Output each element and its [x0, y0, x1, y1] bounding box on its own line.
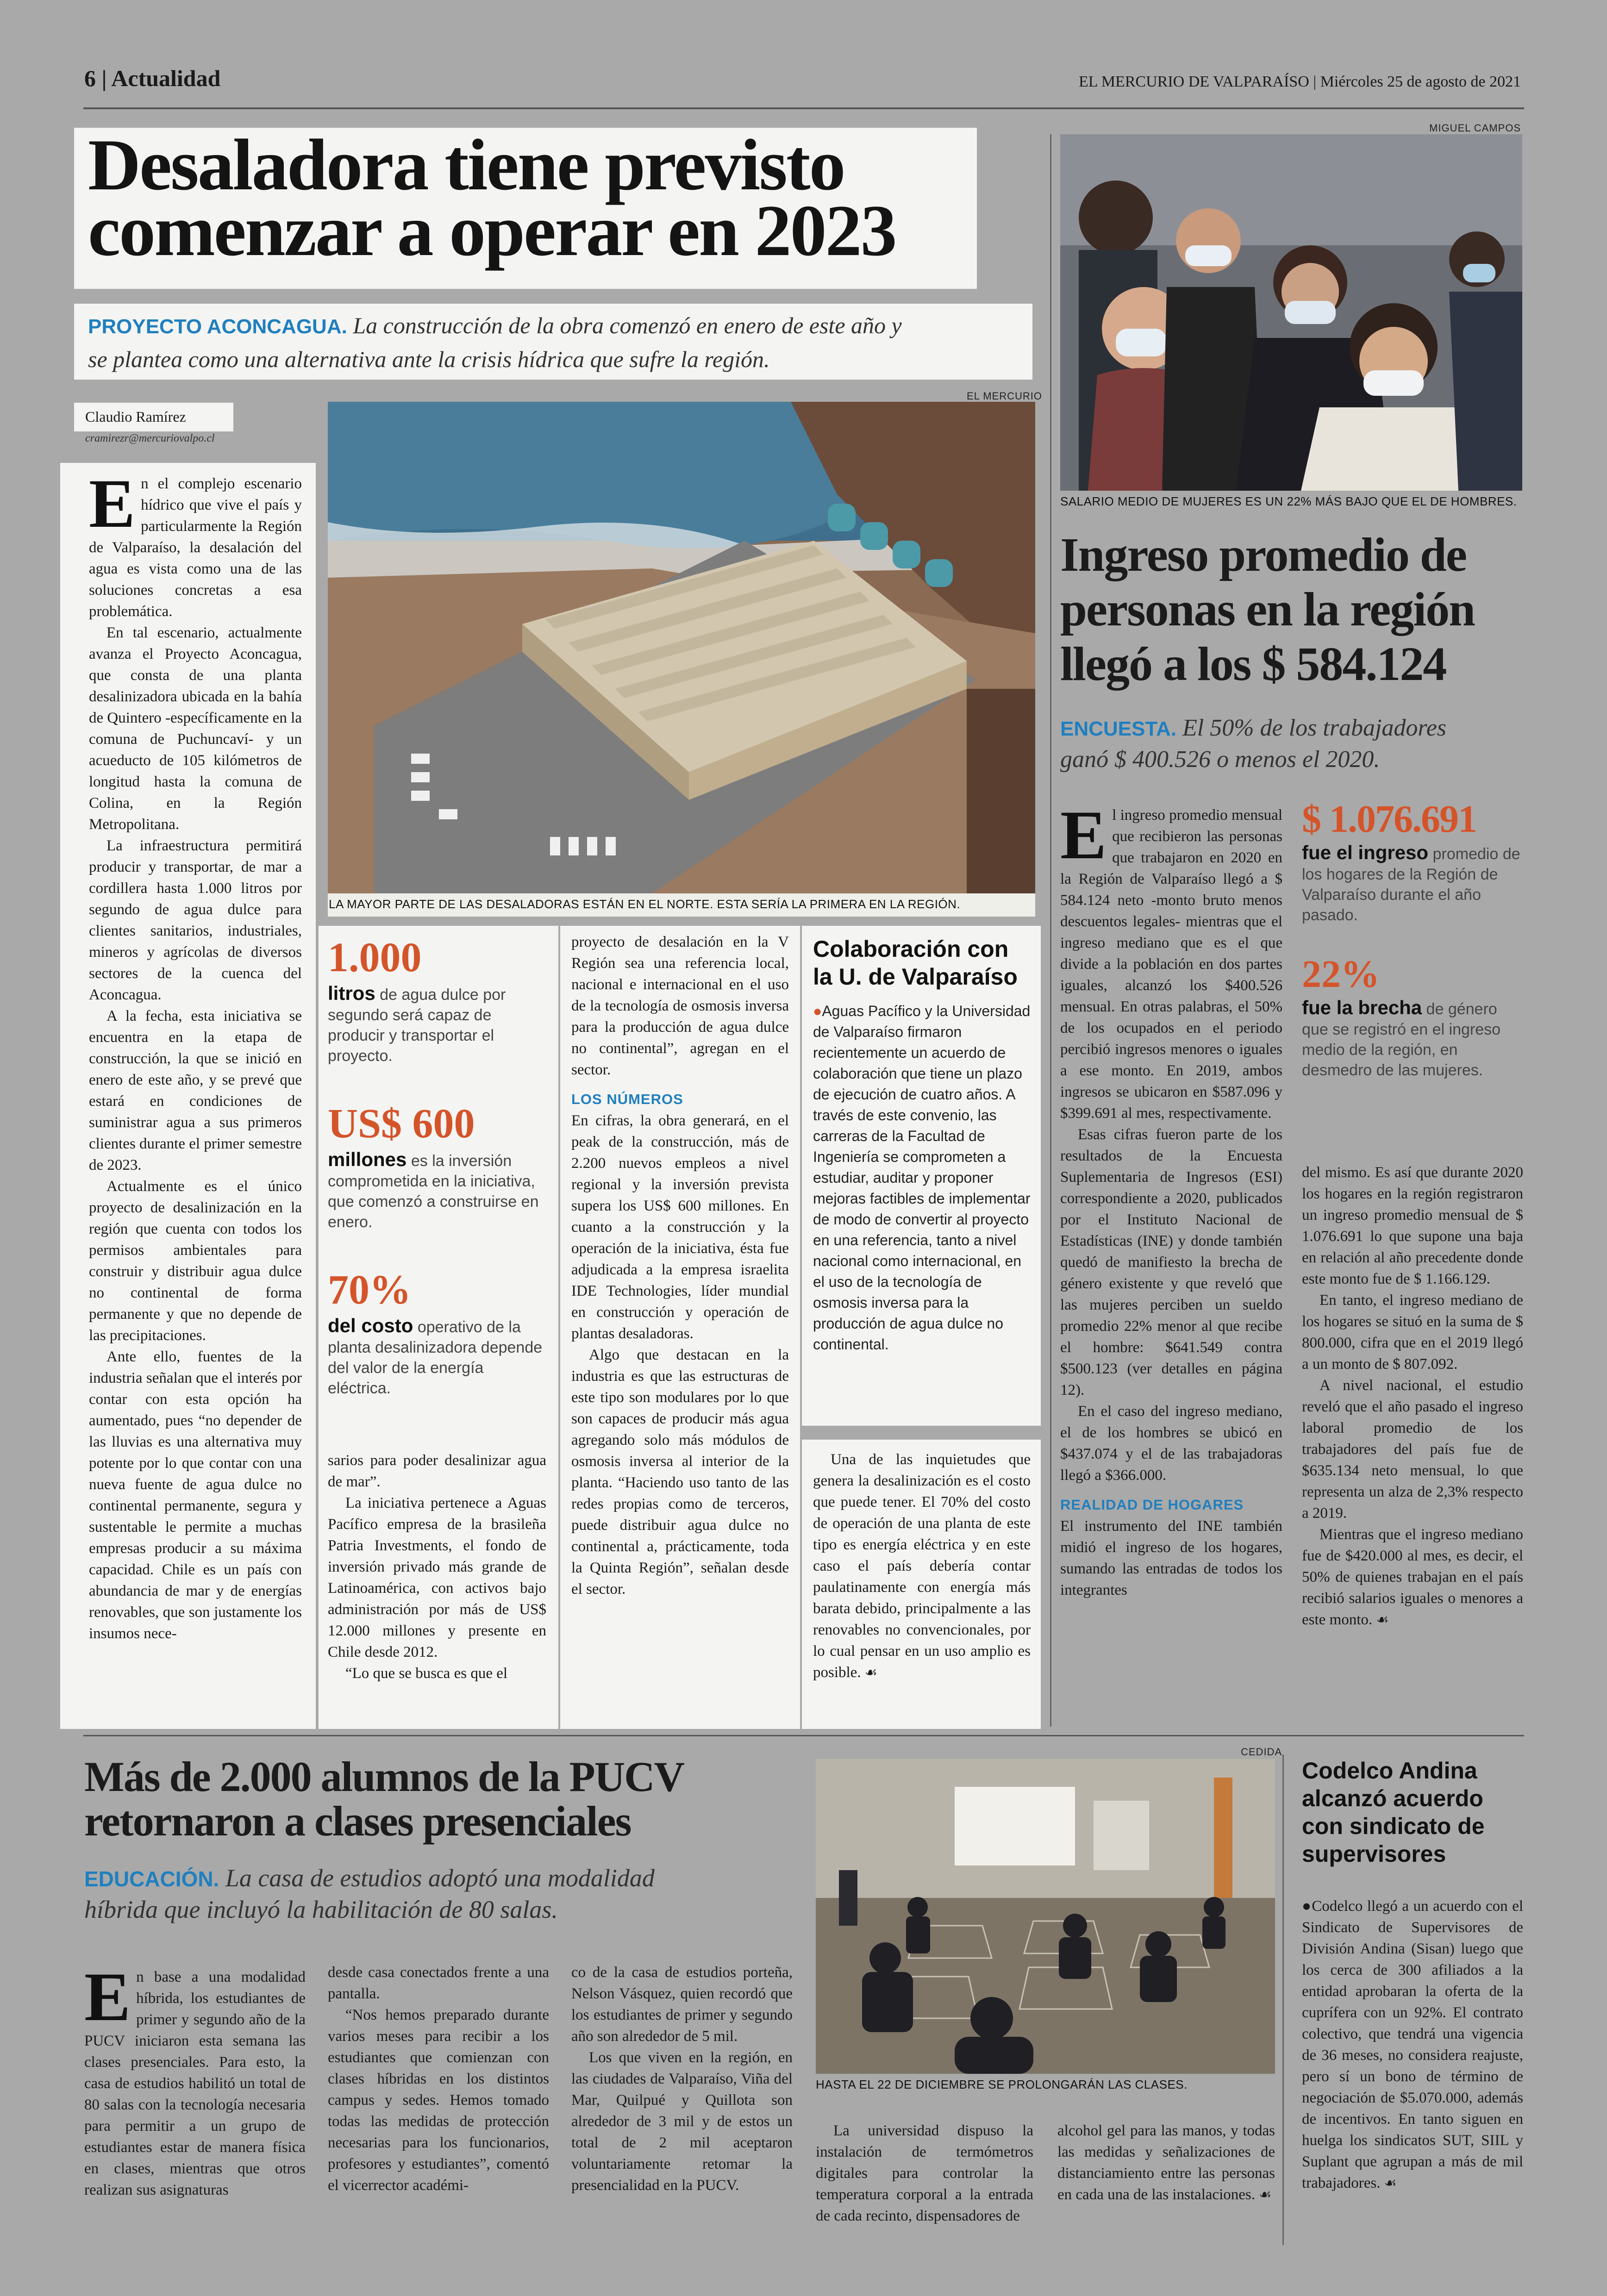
- main-col2-p3: “Lo que se busca es que el: [345, 1665, 508, 1682]
- main-col1-p1: n el complejo escenario hídrico que vive el país y particularmente la Región de Valparaíso, la desalación del agua es vista como una de las soluciones concretas a esa problemática.: [89, 475, 302, 620]
- income-col2-p4-wrap: [1302, 1524, 1523, 1631]
- main-photo-caption: [328, 893, 1035, 917]
- main-col3-subhead: LOS NÚMEROS: [571, 1091, 683, 1107]
- fact-3-text: operativo de la planta desalinizadora depende del valor de la energía eléctrica.: [328, 1318, 543, 1397]
- pucv-col1-p1: n base a una modalidad híbrida, los estudiantes de primer y segundo año de la PUCV iniciaron esta semana las clases presenciales. Para esto, la casa de estudios habilitó un total de 80 salas con la tecnología necesaria para permitir a un grupo de estudiantes estar de manera física en clases, mientras que otros realizan sus asignaturas: [84, 1969, 306, 2198]
- fact-2: [328, 1098, 546, 1232]
- income-end-mark-icon: ☙: [1376, 1612, 1389, 1628]
- income-fact-2-lead: fue la brecha: [1302, 997, 1422, 1018]
- income-headline-line-3: llegó a los $ 584.124: [1060, 637, 1446, 691]
- byline: [74, 403, 233, 431]
- income-deck: [1060, 713, 1523, 775]
- income-deck-line-1: El 50% de los trabajadores: [1182, 715, 1447, 741]
- pucv-photo-caption-text: HASTA EL 22 DE DICIEMBRE SE PROLONGARÁN LAS CLASES.: [816, 2078, 1188, 2091]
- pucv-deck: [84, 1863, 816, 1925]
- income-fact-2-text: de género que se registró en el ingreso medio de la región, en desmedro de las mujeres.: [1302, 1000, 1501, 1079]
- income-col1-p1: l ingreso promedio mensual que recibieron las personas que trabajaron en 2020 en la Región de Valparaíso llegó a $ 584.124 neto -monto bruto menos descuentos legales- mientras que el ingreso mediano que es el que divide a la población en dos partes iguales, alcanzó los $400.526 mensual. En otras palabras, el 50% de los ocupados en el periodo percibió ingresos menores o iguales a ese monto. En 2019, ambos ingresos se ubicaron en $587.096 y $399.691 al mes, respectivamente.: [1060, 807, 1282, 1122]
- main-photo-caption-text: LA MAYOR PARTE DE LAS DESALADORAS ESTÁN EN EL NORTE. ESTA SERÍA LA PRIMERA EN LA REGIÓN.: [329, 897, 961, 911]
- fact-2-lead: millones: [328, 1148, 407, 1170]
- main-deck-line-2: se plantea como una alternativa ante la crisis hídrica que sufre la región.: [88, 346, 770, 372]
- fact-1-lead: litros: [328, 982, 375, 1004]
- income-col2-p1: del mismo. Es así que durante 2020 los hogares en la región registraron un ingreso promedio mensual de $ 1.076.691 lo que supone una baja en relación al año precedente donde este monto fue de $ 1.166.129.: [1302, 1164, 1523, 1287]
- issue-date: Miércoles 25 de agosto de 2021: [1320, 73, 1521, 90]
- main-headline-line-2: comenzar a operar en 2023: [88, 190, 896, 271]
- income-photo-caption-text: SALARIO MEDIO DE MUJERES ES UN 22% MÁS BAJO QUE EL DE HOMBRES.: [1060, 494, 1517, 508]
- main-deck: [74, 304, 1032, 380]
- collaboration-text: Aguas Pacífico y la Universidad de Valparaíso firmaron recientemente un acuerdo de colaboración que tiene un plazo de ejecución de cuatro años. A través de este convenio, las carreras de la Facultad de Ingeniería se comprometen a estudiar, auditar y proponer mejoras factibles de implementar de modo de convertir al proyecto en una referencia, tanto a nivel nacional como internacional, en el uso de la tecnología de osmosis inversa para la producción de agua dulce no continental.: [813, 1003, 1031, 1353]
- income-fact-1-lead: fue el ingreso: [1302, 842, 1429, 863]
- income-col1-subhead: REALIDAD DE HOGARES: [1060, 1497, 1244, 1513]
- main-col4-p1: [813, 1449, 1031, 1684]
- collaboration-title-line-1: Colaboración con: [813, 936, 1009, 962]
- pucv-headline: [84, 1754, 825, 1843]
- pucv-deck-line-1: La casa de estudios adoptó una modalidad: [225, 1864, 655, 1892]
- pucv-col5-p1: alcohol gel para las manos, y todas las medidas y señalizaciones de distanciamiento entre las personas en cada una de las instalaciones.: [1057, 2122, 1275, 2203]
- main-col3-p2: En cifras, la obra generará, en el peak de la construcción, más de 2.200 nuevos empleos a nivel regional y la inversión prevista supera los US$ 600 millones. En cuanto a la construcción y la operación de la iniciativa, ésta fue adjudicada a la empresa israelita IDE Technologies, líder mundial en construcción y operación de plantas desaladoras.: [571, 1112, 789, 1342]
- main-col1-p6: Ante ello, fuentes de la industria señalan que el interés por contar con esta opción ha aumentado, pues “no depender de las lluvias es una alternativa muy potente por lo que contar con una nueva fuente de agua dulce no continental permanente, segura y sustentable le permite a muchas empresas producir a su máxima capacidad. Chile es un país con abundancia de mar y de energías renovables, que son justamente los insumos nece-: [89, 1348, 302, 1642]
- pucv-drop-cap: E: [84, 1959, 131, 2035]
- classroom-image: [816, 1759, 1275, 2074]
- collaboration-bullet-icon: ●: [813, 1003, 822, 1019]
- column-divider-right: [1050, 134, 1051, 1727]
- main-col1-p4: A la fecha, esta iniciativa se encuentra en la etapa de construcción, la que se inició en enero de este año, y se prevé que estará en condiciones de suministrar agua a sus primeros clientes durante el primer semestre de 2023.: [89, 1008, 302, 1173]
- main-column-4: [802, 1440, 1041, 1729]
- main-kicker: PROYECTO ACONCAGUA.: [88, 315, 347, 338]
- codelco-headline-line-3: con sindicato de: [1302, 1813, 1485, 1839]
- income-facts: [1302, 796, 1523, 1080]
- main-facts-box: [319, 926, 558, 1444]
- collaboration-text-block: [813, 1001, 1032, 1355]
- income-headline-line-2: personas en la región: [1060, 583, 1475, 636]
- women-masks-photo: [1060, 134, 1522, 491]
- codelco-headline: [1302, 1757, 1524, 1868]
- newspaper-name: EL MERCURIO DE VALPARAÍSO: [1078, 73, 1309, 90]
- income-col1-p3: En el caso del ingreso mediano, el de los hombres se ubicó en $437.074 y el de las trabajadoras llegó a $366.000.: [1060, 1403, 1282, 1484]
- income-column-1: [1060, 797, 1282, 1726]
- end-mark-icon: ☙: [864, 1665, 877, 1681]
- main-headline: [74, 125, 977, 289]
- pucv-end-mark-icon: ☙: [1259, 2187, 1272, 2203]
- main-column-2: [319, 1444, 558, 1729]
- masthead-separator: |: [1313, 73, 1320, 90]
- fact-1-text: de agua dulce por segundo será capaz de producir y transportar el proyecto.: [328, 986, 506, 1065]
- codelco-end-mark-icon: ☙: [1384, 2175, 1397, 2191]
- income-fact-1-number: $ 1.076.691: [1302, 798, 1476, 841]
- codelco-headline-line-2: alcanzó acuerdo: [1302, 1785, 1483, 1811]
- desalination-plant-photo: [328, 402, 1035, 893]
- income-headline: [1060, 528, 1523, 692]
- main-drop-cap: E: [89, 465, 136, 542]
- income-photo-credit: MIGUEL CAMPOS: [1429, 122, 1521, 134]
- pucv-column-4: [816, 2120, 1033, 2227]
- main-col2-p1: sarios para poder desalinizar agua de mar”.: [328, 1452, 546, 1490]
- fact-3-number: 70%: [328, 1267, 411, 1313]
- pucv-photo-credit: CEDIDA: [1241, 1746, 1282, 1758]
- pucv-headline-line-2: retornaron a clases presenciales: [84, 1797, 631, 1845]
- main-col1-p3: La infraestructura permitirá producir y transportar, de mar a cordillera hasta 1.000 litros por segundo de agua dulce para clientes sanitarios, industriales, mineros y agrícolas de diversos sectores de la cuenca del Aconcagua.: [89, 837, 302, 1003]
- income-fact-1-text: promedio de los hogares de la Región de Valparaíso durante el año pasado.: [1302, 845, 1520, 924]
- pucv-column-3: [571, 1962, 793, 2226]
- main-col2-p2: La iniciativa pertenece a Aguas Pacífico empresa de la brasileña Patria Investments, el fondo de inversión privado más grande de Latinoamérica, con activos bajo administración por más de US$ 12.000 millones y presente en Chile desde 2012.: [328, 1495, 546, 1660]
- codelco-headline-line-4: supervisores: [1302, 1841, 1446, 1867]
- pucv-column-1: [84, 1959, 306, 2226]
- income-drop-cap: E: [1060, 797, 1107, 873]
- pucv-column-5: [1057, 2120, 1275, 2227]
- pucv-deck-line-2: híbrida que incluyó la habilitación de 80 salas.: [84, 1896, 558, 1923]
- collaboration-box: [802, 926, 1041, 1426]
- codelco-headline-line-1: Codelco Andina: [1302, 1758, 1477, 1784]
- main-photo-credit: EL MERCURIO: [967, 390, 1042, 402]
- income-column-2: [1302, 1162, 1523, 1727]
- pucv-col4-p1: La universidad dispuso la instalación de termómetros digitales para controlar la temperatura corporal a la entrada de cada recinto, dispensadores de: [816, 2122, 1033, 2224]
- pucv-col3-p1: co de la casa de estudios porteña, Nelson Vásquez, quien recordó que los estudiantes de primer y segundo año son alrededor de 5 mil.: [571, 1964, 793, 2045]
- section-divider: [83, 1735, 1524, 1736]
- codelco-text: Codelco llegó a un acuerdo con el Sindicato de Supervisores de División Andina (Sisan) luego que los cerca de 300 afiliados a la entidad aprobaran la oferta de la cuprífera con un 92%. El contrato colectivo, que tendrá una vigencia de 36 meses, no considera reajuste, pero sí un bono de término de negociación de $5.070.000, además de incentivos. En tanto siguen en huelga los sindicatos SUT, SIIL y Suplant que agrupan a más de mil trabajadores.: [1302, 1898, 1523, 2191]
- income-headline-line-1: Ingreso promedio de: [1060, 528, 1466, 581]
- fact-2-number: US$ 600: [328, 1101, 475, 1147]
- aerial-plant-image: [328, 402, 1035, 893]
- main-col1-p2: En tal escenario, actualmente avanza el Proyecto Aconcagua, que consta de una planta desalinizadora ubicada en la bahía de Quintero -específicamente en la comuna de Puchuncaví- y un acueducto de 105 kilómetros de longitud hasta la comuna de Colina, en la Región Metropolitana.: [89, 624, 302, 833]
- author-name: Claudio Ramírez: [85, 408, 186, 425]
- fact-2-text: es la inversión comprometida en la iniciativa, que comenzó a construirse en enero.: [328, 1152, 539, 1231]
- income-col2-p2: En tanto, el ingreso mediano de los hogares se situó en la suma de $ 800.000, cifra que en el 2019 llegó a un monto de $ 807.092.: [1302, 1292, 1523, 1373]
- pucv-photo-caption: [816, 2078, 1275, 2092]
- classroom-photo: [816, 1759, 1275, 2074]
- income-kicker: ENCUESTA.: [1060, 718, 1176, 740]
- pucv-col3-p2: Los que viven en la región, en las ciudades de Valparaíso, Viña del Mar, Quilpué y Quillota son alrededor de 3 mil y de estos un total de 2 mil aceptaron voluntariamente retomar la presencialidad en la PUCV.: [571, 2049, 793, 2194]
- author-email: cramirezr@mercuriovalpo.cl: [85, 432, 215, 444]
- main-column-1: [60, 463, 316, 1729]
- income-deck-line-2: ganó $ 400.526 o menos el 2020.: [1060, 746, 1380, 773]
- income-col2-p3: A nivel nacional, el estudio reveló que el año pasado el ingreso laboral promedio de los trabajadores del país fue de $635.134 neto mensual, lo que representa un alza de 2,3% respecto a 2019.: [1302, 1377, 1523, 1522]
- income-photo-caption: [1060, 494, 1522, 509]
- income-fact-2: [1302, 951, 1523, 1080]
- main-headline-line-1: Desaladora tiene previsto: [88, 125, 844, 206]
- main-deck-line-1: La construcción de la obra comenzó en enero de este año y: [353, 312, 902, 338]
- income-col2-p4: Mientras que el ingreso mediano fue de $420.000 al mes, es decir, el 50% de quienes trabajan en el país recibió salarios iguales o menores a este monto.: [1302, 1526, 1523, 1628]
- income-col1-p2: Esas cifras fueron parte de los resultados de la Encuesta Suplementaria de Ingresos (ESI) correspondiente a 2020, publicados por el Instituto Nacional de Estadísticas (INE) y donde también quedó de manifiesto la brecha de género existente y que reveló que las mujeres perciben un sueldo promedio 22% menor al que recibe el hombre: $641.549 contra $500.123 (ver detalles en página 12).: [1060, 1126, 1282, 1398]
- crowd-image: [1060, 134, 1522, 491]
- main-col3-p1: proyecto de desalación en la V Región sea una referencia local, nacional e internacional en el uso de la tecnología de osmosis inversa para la producción de agua dulce no continental”, agregan en el sector.: [571, 934, 789, 1078]
- pucv-column-2: [328, 1962, 549, 2226]
- column-divider-codelco: [1282, 1754, 1284, 2245]
- main-col4-p1-text: Una de las inquietudes que genera la desalinización es el costo que puede tener. El 70% del costo de operación de una planta de este tipo es energía eléctrica y en este caso el país debería contar paulatinamente con energía más barata debido, principalmente a las renovables no convencionales, por lo cual pensar en un uso amplio es posible.: [813, 1451, 1031, 1681]
- pucv-headline-line-1: Más de 2.000 alumnos de la PUCV: [84, 1753, 684, 1800]
- page-folio: [84, 65, 220, 92]
- main-col1-p5: Actualmente es el único proyecto de desalinización en la región que cuenta con todos los permisos ambientales para construir y distribuir agua dulce no continental de forma permanente y que no depende de las precipitaciones.: [89, 1178, 302, 1344]
- codelco-bullet-icon: ●: [1302, 1898, 1312, 1915]
- pucv-col2-p1: desde casa conectados frente a una pantalla.: [328, 1964, 549, 2002]
- main-column-3: [560, 926, 800, 1729]
- header-rule: [83, 107, 1524, 109]
- income-fact-2-number: 22%: [1302, 953, 1380, 996]
- income-col1-p4: El instrumento del INE también midió el ingreso de los hogares, sumando las entradas de todos los integrantes: [1060, 1518, 1282, 1598]
- fact-3-lead: del costo: [328, 1315, 413, 1336]
- income-fact-1: [1302, 796, 1523, 925]
- fact-3: [328, 1265, 546, 1398]
- fact-1-number: 1.000: [328, 935, 422, 980]
- section-name: Actualidad: [111, 65, 221, 91]
- fact-1: [328, 932, 546, 1066]
- pucv-col2-p2: “Nos hemos preparado durante varios meses para recibir a los estudiantes que comienzan con clases híbridas en los distintos campus y sedes. Hemos tomado todas las medidas de protección necesarias para los funcionarios, profesores y estudiantes”, comentó el vicerrector académi-: [328, 2007, 549, 2194]
- masthead: [1079, 73, 1521, 91]
- pucv-kicker: EDUCACIÓN.: [84, 1867, 219, 1891]
- page-number: 6: [84, 65, 96, 91]
- folio-separator: |: [101, 65, 112, 91]
- codelco-paragraph: [1302, 1896, 1523, 2194]
- pucv-col5-p1-wrap: [1057, 2120, 1275, 2206]
- collaboration-title-line-2: la U. de Valparaíso: [813, 964, 1018, 990]
- main-col3-p3: Algo que destacan en la industria es que las estructuras de este tipo son modulares por lo que son capaces de producir más agua agregando solo más módulos de osmosis inversa al interior de la planta. “Haciendo uso tanto de las redes propias como de terceros, puede distribuir agua dulce no continental a, prácticamente, toda la Quinta Región”, señalan desde el sector.: [571, 1347, 789, 1597]
- codelco-text-column: [1302, 1896, 1523, 2229]
